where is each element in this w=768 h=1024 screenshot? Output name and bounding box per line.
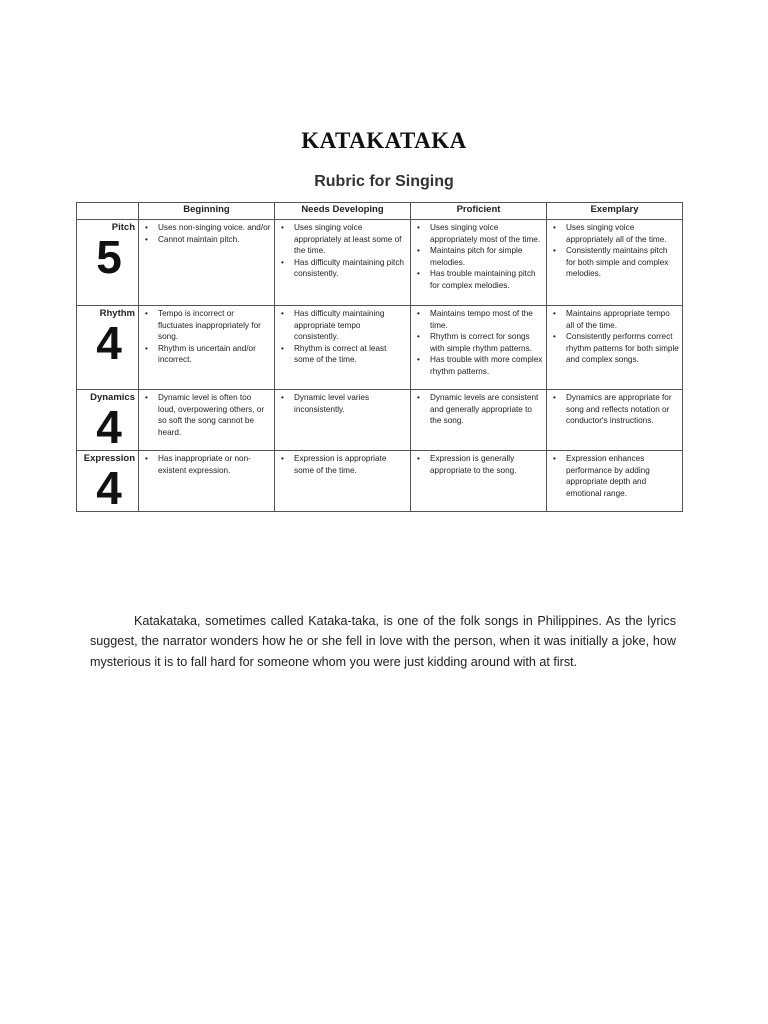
descriptor-list <box>550 308 679 366</box>
criterion-cell <box>77 390 139 451</box>
header-blank <box>77 203 139 220</box>
rubric-cell-beginning <box>139 306 275 390</box>
criterion-name: Expression <box>83 453 135 464</box>
criterion-name: Rhythm <box>99 308 135 319</box>
rubric-cell-exemplary <box>547 451 683 512</box>
descriptor-item: • Expression is appropriate some of the time. <box>278 453 407 476</box>
descriptor-item: • Uses singing voice appropriately all of the time. <box>550 222 679 245</box>
descriptor-item: • Uses singing voice appropriately most of the time. <box>414 222 543 245</box>
descriptor-item: • Maintains tempo most of the time. <box>414 308 543 331</box>
descriptor-item: • Consistently maintains pitch for both simple and complex melodies. <box>550 245 679 280</box>
descriptor-list <box>550 453 679 499</box>
rubric-cell-exemplary <box>547 220 683 306</box>
header-proficient: Proficient <box>411 203 547 220</box>
criterion-score: 4 <box>96 401 122 453</box>
header-needs-developing: Needs Developing <box>275 203 411 220</box>
descriptor-list <box>550 222 679 280</box>
descriptor-list <box>278 222 407 280</box>
descriptor-item: • Has inappropriate or non-existent expression. <box>142 453 271 476</box>
descriptor-item: • Cannot maintain pitch. <box>142 234 271 246</box>
criterion-name: Dynamics <box>90 392 135 403</box>
descriptor-item: • Dynamic levels are consistent and generally appropriate to the song. <box>414 392 543 427</box>
header-exemplary: Exemplary <box>547 203 683 220</box>
descriptor-list <box>278 453 407 476</box>
descriptor-list <box>142 453 271 476</box>
descriptor-item: • Expression enhances performance by adding appropriate depth and emotional range. <box>550 453 679 499</box>
rubric-cell-exemplary <box>547 390 683 451</box>
criterion-score: 4 <box>96 462 122 514</box>
descriptor-item: • Tempo is incorrect or fluctuates inappropriately for song. <box>142 308 271 343</box>
rubric-cell-proficient <box>411 220 547 306</box>
descriptor-item: • Maintains appropriate tempo all of the time. <box>550 308 679 331</box>
descriptor-list <box>278 392 407 415</box>
rubric-body <box>77 220 683 512</box>
criterion-score: 4 <box>96 317 122 369</box>
description-paragraph: Katakataka, sometimes called Kataka-taka, is one of the folk songs in Philippines. As the lyrics suggest, the narrator wonders how he or she fell in love with the person, when it was initially a joke, how mysterious it is to fall hard for someone whom you were just kidding around with at first. <box>90 613 676 669</box>
descriptor-item: • Uses singing voice appropriately at least some of the time. <box>278 222 407 257</box>
rubric-cell-needs-developing <box>275 451 411 512</box>
descriptor-list <box>142 392 271 438</box>
descriptor-item: • Rhythm is uncertain and/or incorrect. <box>142 343 271 366</box>
descriptor-item: • Has difficulty maintaining appropriate tempo consistently. <box>278 308 407 343</box>
rubric-row-rhythm <box>77 306 683 390</box>
rubric-cell-needs-developing <box>275 390 411 451</box>
rubric-header-row <box>77 203 683 220</box>
rubric-cell-proficient <box>411 451 547 512</box>
descriptor-item: • Has trouble with more complex rhythm patterns. <box>414 354 543 377</box>
descriptor-item: • Dynamic level is often too loud, overpowering others, or so soft the song cannot be heard. <box>142 392 271 438</box>
descriptor-item: • Dynamic level varies inconsistently. <box>278 392 407 415</box>
descriptor-item: • Expression is generally appropriate to the song. <box>414 453 543 476</box>
rubric-cell-needs-developing <box>275 220 411 306</box>
rubric-row-dynamics <box>77 390 683 451</box>
descriptor-list <box>142 308 271 366</box>
descriptor-list <box>414 392 543 427</box>
criterion-cell <box>77 306 139 390</box>
rubric-cell-beginning <box>139 220 275 306</box>
descriptor-list <box>414 308 543 378</box>
criterion-cell <box>77 220 139 306</box>
criterion-score: 5 <box>96 231 122 283</box>
descriptor-list <box>278 308 407 366</box>
descriptor-item: • Has difficulty maintaining pitch consistently. <box>278 257 407 280</box>
rubric-title: Rubric for Singing <box>314 173 454 190</box>
descriptor-list <box>414 453 543 476</box>
singing-rubric-table <box>76 202 683 512</box>
header-beginning: Beginning <box>139 203 275 220</box>
rubric-row-pitch <box>77 220 683 306</box>
criterion-name: Pitch <box>111 222 135 233</box>
descriptor-item: • Has trouble maintaining pitch for complex melodies. <box>414 268 543 291</box>
rubric-cell-exemplary <box>547 306 683 390</box>
descriptor-list <box>414 222 543 292</box>
rubric-cell-proficient <box>411 306 547 390</box>
descriptor-item: • Rhythm is correct for songs with simple rhythm patterns. <box>414 331 543 354</box>
descriptor-item: • Dynamics are appropriate for song and reflects notation or conductor's instructions. <box>550 392 679 427</box>
criterion-cell <box>77 451 139 512</box>
rubric-row-expression <box>77 451 683 512</box>
rubric-cell-proficient <box>411 390 547 451</box>
descriptor-list <box>550 392 679 427</box>
descriptor-item: • Uses non-singing voice. and/or <box>142 222 271 234</box>
descriptor-list <box>142 222 271 245</box>
descriptor-item: • Consistently performs correct rhythm patterns for both simple and complex songs. <box>550 331 679 366</box>
rubric-cell-beginning <box>139 390 275 451</box>
rubric-cell-beginning <box>139 451 275 512</box>
descriptor-item: • Maintains pitch for simple melodies. <box>414 245 543 268</box>
rubric-cell-needs-developing <box>275 306 411 390</box>
descriptor-item: • Rhythm is correct at least some of the time. <box>278 343 407 366</box>
page-title: KATAKATAKA <box>301 128 467 153</box>
